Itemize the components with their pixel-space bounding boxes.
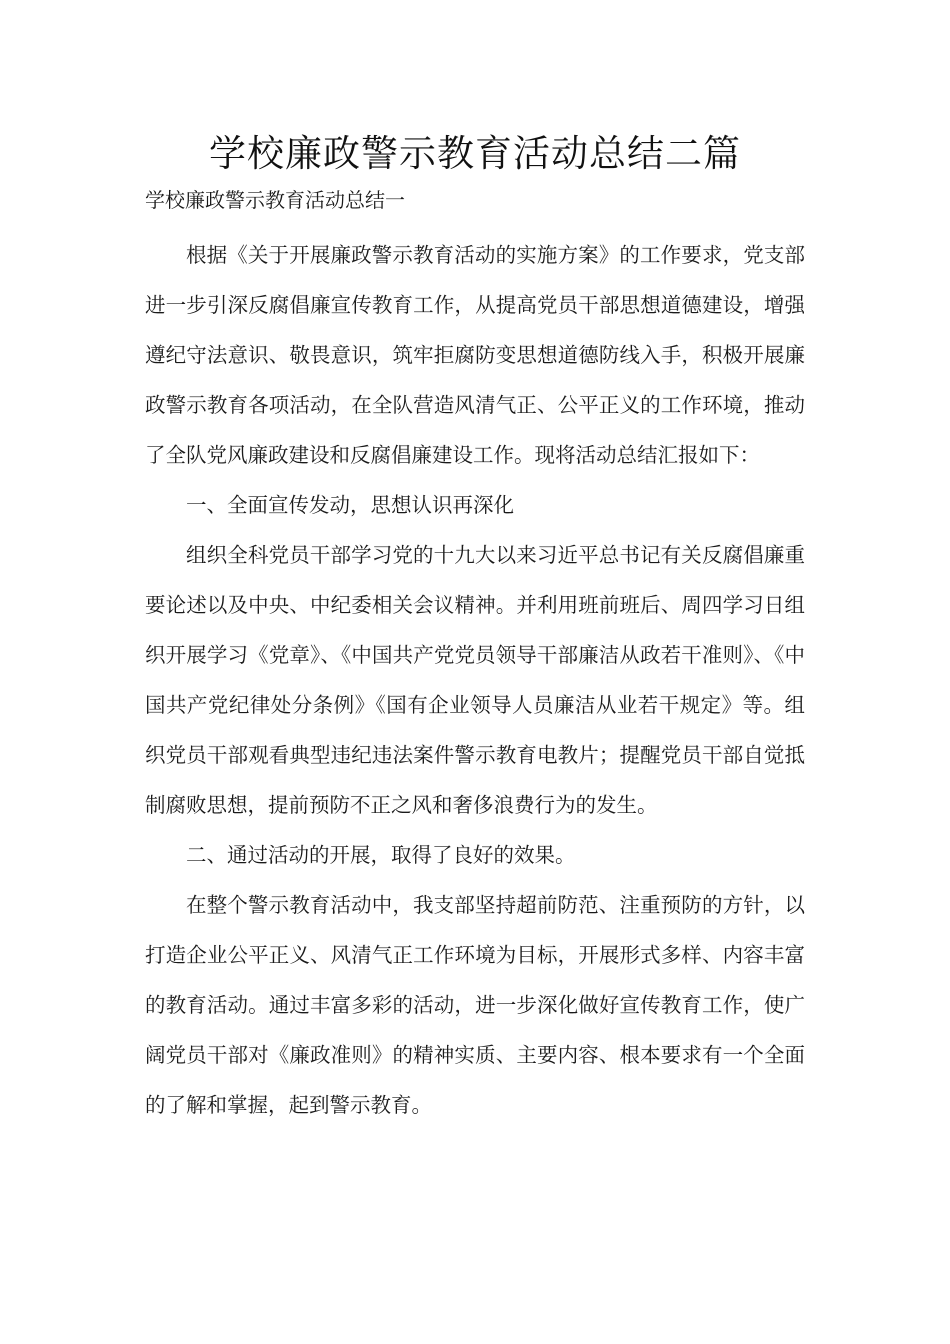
paragraph-section-2: 在整个警示教育活动中，我支部坚持超前防范、注重预防的方针，以打造企业公平正义、风清气正工作环境为目标，开展形式多样、内容丰富的教育活动。通过丰富多彩的活动，进一步深化做好宣传教育工作，使广阔党员干部对《廉政准则》的精神实质、主要内容、根本要求有一个全面的了解和掌握，起到警示教育。: [145, 893, 805, 1117]
document-title: 学校廉政警示教育活动总结二篇: [209, 132, 741, 175]
document-subtitle: 学校廉政警示教育活动总结一: [145, 188, 405, 212]
paragraph-section-1: 组织全科党员干部学习党的十九大以来习近平总书记有关反腐倡廉重要论述以及中央、中纪委相关会议精神。并利用班前班后、周四学习日组织开展学习《党章》、《中国共产党党员领导干部廉洁从政若干准则》、《中国共产党纪律处分条例》《国有企业领导人员廉洁从业若干规定》等。组织党员干部观看典型违纪违法案件警示教育电教片；提醒党员干部自觉抵制腐败思想，提前预防不正之风和奢侈浪费行为的发生。: [145, 543, 805, 817]
section-heading-2: 二、通过活动的开展，取得了良好的效果。: [186, 843, 576, 867]
paragraph-intro: 根据《关于开展廉政警示教育活动的实施方案》的工作要求，党支部进一步引深反腐倡廉宣传教育工作，从提高党员干部思想道德建设，增强遵纪守法意识、敬畏意识，筑牢拒腐防变思想道德防线入手，积极开展廉政警示教育各项活动，在全队营造风清气正、公平正义的工作环境，推动了全队党风廉政建设和反腐倡廉建设工作。现将活动总结汇报如下：: [145, 243, 805, 467]
section-heading-1: 一、全面宣传发动，思想认识再深化: [186, 493, 514, 517]
document-body: [145, 230, 805, 1130]
